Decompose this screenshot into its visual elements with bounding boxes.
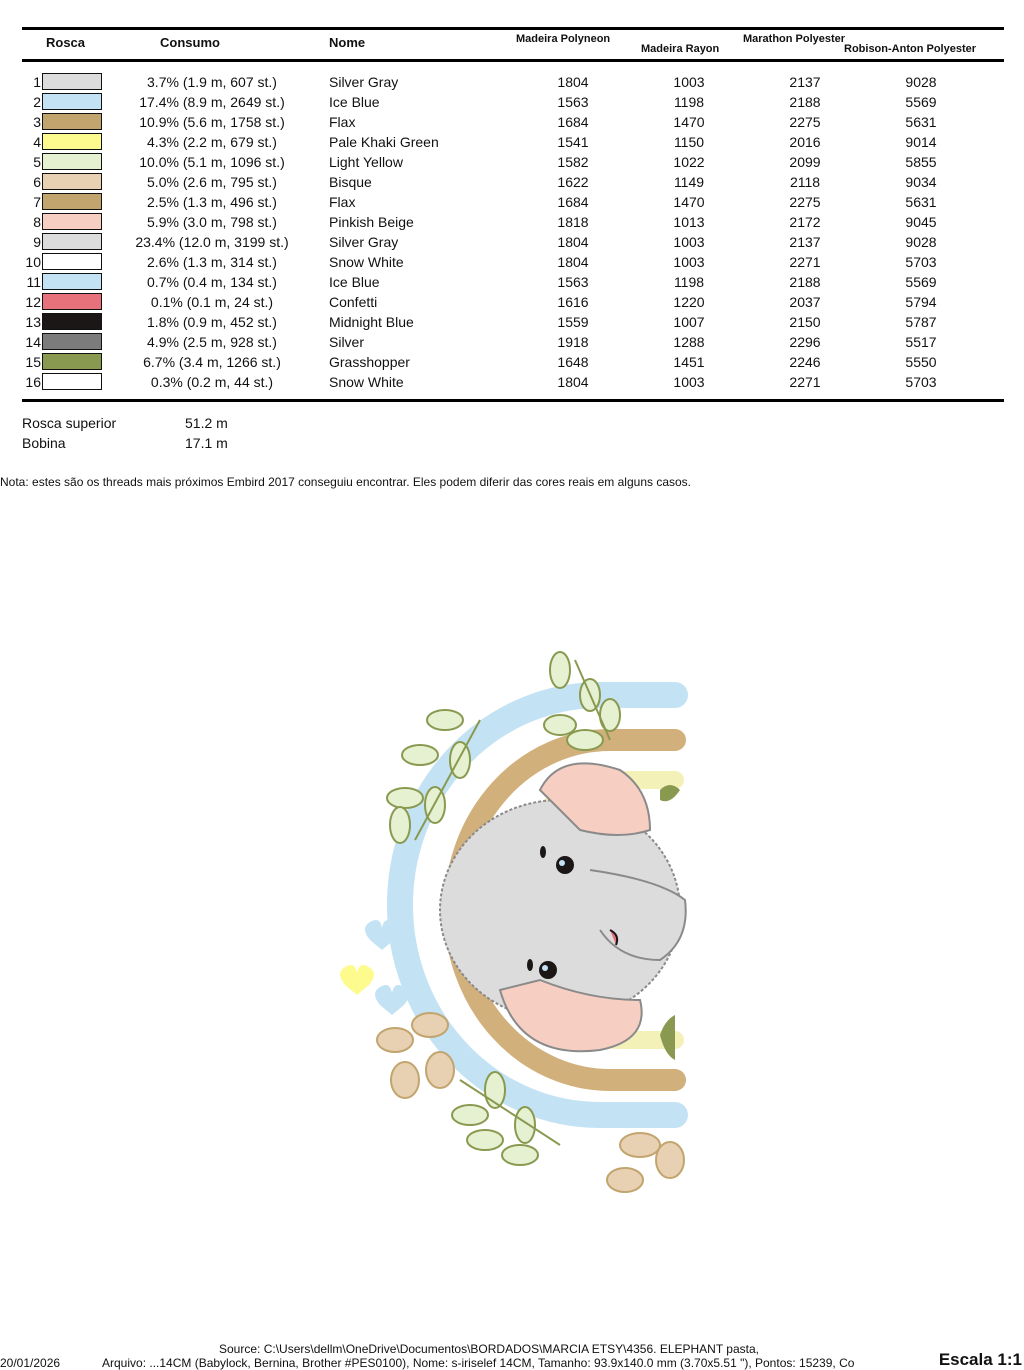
header-nome: Nome <box>329 35 366 50</box>
madeira-rayon-code: 1288 <box>673 334 705 350</box>
madeira-rayon-code: 1220 <box>673 294 705 310</box>
color-swatch <box>42 313 102 330</box>
marathon-polyester-code: 2118 <box>789 174 821 190</box>
madeira-polyneon-code: 1918 <box>557 334 589 350</box>
madeira-rayon-code: 1150 <box>673 134 705 150</box>
consumption: 2.6% (1.3 m, 314 st.) <box>147 254 277 270</box>
table-row <box>0 212 1024 232</box>
consumption: 4.9% (2.5 m, 928 st.) <box>147 334 277 350</box>
madeira-rayon-code: 1003 <box>673 74 705 90</box>
thread-number: 1 <box>33 74 41 90</box>
madeira-rayon-code: 1007 <box>673 314 705 330</box>
consumption: 10.9% (5.6 m, 1758 st.) <box>139 114 285 130</box>
table-bottom-rule <box>22 399 1004 402</box>
thread-number: 16 <box>25 374 41 390</box>
robison-anton-code: 9045 <box>905 214 937 230</box>
robison-anton-code: 9034 <box>905 174 937 190</box>
robison-anton-code: 5794 <box>905 294 937 310</box>
madeira-polyneon-code: 1684 <box>557 114 589 130</box>
thread-number: 10 <box>25 254 41 270</box>
scale-label: Escala 1:1 <box>938 1350 1022 1369</box>
marathon-polyester-code: 2172 <box>789 214 821 230</box>
madeira-polyneon-code: 1541 <box>557 134 589 150</box>
thread-name: Silver Gray <box>329 234 399 250</box>
table-row <box>0 232 1024 252</box>
marathon-polyester-code: 2271 <box>789 254 821 270</box>
robison-anton-code: 5703 <box>905 254 937 270</box>
madeira-rayon-code: 1003 <box>673 374 705 390</box>
consumption: 3.7% (1.9 m, 607 st.) <box>147 74 277 90</box>
madeira-polyneon-code: 1804 <box>557 234 589 250</box>
madeira-rayon-code: 1198 <box>673 94 705 110</box>
madeira-polyneon-code: 1582 <box>557 154 589 170</box>
robison-anton-code: 9014 <box>905 134 937 150</box>
madeira-polyneon-code: 1818 <box>557 214 589 230</box>
table-row <box>0 252 1024 272</box>
thread-name: Ice Blue <box>329 94 380 110</box>
color-swatch <box>42 353 102 370</box>
bobina-value: 17.1 m <box>185 435 228 451</box>
madeira-polyneon-code: 1648 <box>557 354 589 370</box>
robison-anton-code: 5569 <box>905 94 937 110</box>
table-row <box>0 372 1024 392</box>
thread-name: Snow White <box>329 374 404 390</box>
thread-number: 7 <box>33 194 41 210</box>
madeira-rayon-code: 1003 <box>673 254 705 270</box>
thread-number: 2 <box>33 94 41 110</box>
table-row <box>0 332 1024 352</box>
thread-name: Light Yellow <box>329 154 403 170</box>
consumption: 17.4% (8.9 m, 2649 st.) <box>139 94 285 110</box>
madeira-polyneon-code: 1804 <box>557 74 589 90</box>
color-swatch <box>42 333 102 350</box>
thread-number: 13 <box>25 314 41 330</box>
thread-number: 12 <box>25 294 41 310</box>
color-swatch <box>42 173 102 190</box>
consumption: 4.3% (2.2 m, 679 st.) <box>147 134 277 150</box>
thread-number: 8 <box>33 214 41 230</box>
madeira-rayon-code: 1013 <box>673 214 705 230</box>
thread-number: 11 <box>26 274 41 290</box>
color-swatch <box>42 273 102 290</box>
madeira-polyneon-code: 1622 <box>557 174 589 190</box>
consumption: 10.0% (5.1 m, 1096 st.) <box>139 154 285 170</box>
marathon-polyester-code: 2016 <box>789 134 821 150</box>
consumption: 2.5% (1.3 m, 496 st.) <box>147 194 277 210</box>
marathon-polyester-code: 2188 <box>789 94 821 110</box>
table-row <box>0 292 1024 312</box>
robison-anton-code: 5787 <box>905 314 937 330</box>
thread-name: Midnight Blue <box>329 314 414 330</box>
thread-name: Pinkish Beige <box>329 214 414 230</box>
consumption: 5.0% (2.6 m, 795 st.) <box>147 174 277 190</box>
thread-number: 5 <box>33 154 41 170</box>
madeira-rayon-code: 1451 <box>673 354 705 370</box>
color-swatch <box>42 153 102 170</box>
robison-anton-code: 5517 <box>905 334 937 350</box>
madeira-rayon-code: 1149 <box>673 174 705 190</box>
thread-name: Flax <box>329 194 356 210</box>
consumption: 23.4% (12.0 m, 3199 st.) <box>135 234 289 250</box>
thread-name: Confetti <box>329 294 378 310</box>
color-swatch <box>42 73 102 90</box>
color-swatch <box>42 113 102 130</box>
madeira-polyneon-code: 1563 <box>557 94 589 110</box>
color-swatch <box>42 253 102 270</box>
color-swatch <box>42 293 102 310</box>
madeira-polyneon-code: 1804 <box>557 254 589 270</box>
madeira-polyneon-code: 1563 <box>557 274 589 290</box>
madeira-polyneon-code: 1804 <box>557 374 589 390</box>
thread-name: Snow White <box>329 254 404 270</box>
footer-source: Source: C:\Users\dellm\OneDrive\Documentos\BORDADOS\MARCIA ETSY\4356. ELEPHANT pasta, <box>219 1342 759 1356</box>
table-header-rule <box>22 59 1004 62</box>
table-row <box>0 72 1024 92</box>
marathon-polyester-code: 2275 <box>789 194 821 210</box>
robison-anton-code: 9028 <box>905 74 937 90</box>
color-swatch <box>42 93 102 110</box>
madeira-polyneon-code: 1616 <box>557 294 589 310</box>
robison-anton-code: 5631 <box>905 194 937 210</box>
color-swatch <box>42 373 102 390</box>
madeira-rayon-code: 1198 <box>673 274 705 290</box>
robison-anton-code: 5569 <box>905 274 937 290</box>
bobina-label: Bobina <box>22 435 66 451</box>
table-row <box>0 312 1024 332</box>
robison-anton-code: 5550 <box>905 354 937 370</box>
madeira-rayon-code: 1470 <box>673 194 705 210</box>
rosca-superior-label: Rosca superior <box>22 415 117 431</box>
embroidery-design-preview <box>320 640 700 1200</box>
madeira-rayon-code: 1022 <box>673 154 705 170</box>
footer-date: 20/01/2026 <box>0 1356 61 1370</box>
marathon-polyester-code: 2246 <box>789 354 821 370</box>
madeira-polyneon-code: 1684 <box>557 194 589 210</box>
thread-number: 6 <box>33 174 41 190</box>
table-row <box>0 92 1024 112</box>
thread-number: 9 <box>33 234 41 250</box>
table-row <box>0 272 1024 292</box>
marathon-polyester-code: 2188 <box>789 274 821 290</box>
consumption: 0.3% (0.2 m, 44 st.) <box>150 374 274 390</box>
table-row <box>0 352 1024 372</box>
consumption: 5.9% (3.0 m, 798 st.) <box>147 214 277 230</box>
consumption: 1.8% (0.9 m, 452 st.) <box>147 314 277 330</box>
footer-arquivo: Arquivo: ...14CM (Babylock, Bernina, Brother #PES0100), Nome: s-iriselef 14CM, Tamanho: 93.9x140.0 mm (3.70x5.51 "), Pontos: 15239, Co <box>102 1356 855 1370</box>
header-consumo: Consumo <box>160 35 220 50</box>
thread-number: 3 <box>33 114 41 130</box>
marathon-polyester-code: 2137 <box>789 234 821 250</box>
madeira-rayon-code: 1470 <box>673 114 705 130</box>
table-row <box>0 172 1024 192</box>
thread-number: 15 <box>25 354 41 370</box>
marathon-polyester-code: 2296 <box>789 334 821 350</box>
table-row <box>0 112 1024 132</box>
table-row <box>0 192 1024 212</box>
madeira-polyneon-code: 1559 <box>557 314 589 330</box>
thread-number: 14 <box>25 334 41 350</box>
robison-anton-code: 9028 <box>905 234 937 250</box>
thread-name: Ice Blue <box>329 274 380 290</box>
robison-anton-code: 5631 <box>905 114 937 130</box>
rosca-superior-value: 51.2 m <box>185 415 228 431</box>
marathon-polyester-code: 2099 <box>789 154 821 170</box>
thread-number: 4 <box>33 134 41 150</box>
consumption: 6.7% (3.4 m, 1266 st.) <box>143 354 281 370</box>
thread-name: Silver <box>329 334 365 350</box>
consumption: 0.1% (0.1 m, 24 st.) <box>150 294 274 310</box>
robison-anton-code: 5703 <box>905 374 937 390</box>
marathon-polyester-code: 2150 <box>789 314 821 330</box>
thread-name: Bisque <box>329 174 372 190</box>
marathon-polyester-code: 2275 <box>789 114 821 130</box>
table-row <box>0 132 1024 152</box>
thread-note: Nota: estes são os threads mais próximos Embird 2017 conseguiu encontrar. Eles podem diferir das cores reais em alguns casos. <box>0 475 692 489</box>
table-row <box>0 152 1024 172</box>
marathon-polyester-code: 2271 <box>789 374 821 390</box>
madeira-rayon-code: 1003 <box>673 234 705 250</box>
color-swatch <box>42 133 102 150</box>
thread-name: Grasshopper <box>329 354 410 370</box>
header-madeira-polyneon: Madeira Polyneon <box>516 33 611 45</box>
color-swatch <box>42 233 102 250</box>
marathon-polyester-code: 2037 <box>789 294 821 310</box>
marathon-polyester-code: 2137 <box>789 74 821 90</box>
color-swatch <box>42 213 102 230</box>
thread-name: Silver Gray <box>329 74 399 90</box>
thread-name: Pale Khaki Green <box>329 134 439 150</box>
consumption: 0.7% (0.4 m, 134 st.) <box>147 274 277 290</box>
thread-name: Flax <box>329 114 356 130</box>
robison-anton-code: 5855 <box>905 154 937 170</box>
header-madeira-rayon: Madeira Rayon <box>641 43 720 55</box>
table-top-rule <box>22 27 1004 30</box>
color-swatch <box>42 193 102 210</box>
header-marathon-polyester: Marathon Polyester <box>743 33 846 45</box>
header-robison-anton-polyester: Robison-Anton Polyester <box>844 43 977 55</box>
header-rosca: Rosca <box>46 35 86 50</box>
